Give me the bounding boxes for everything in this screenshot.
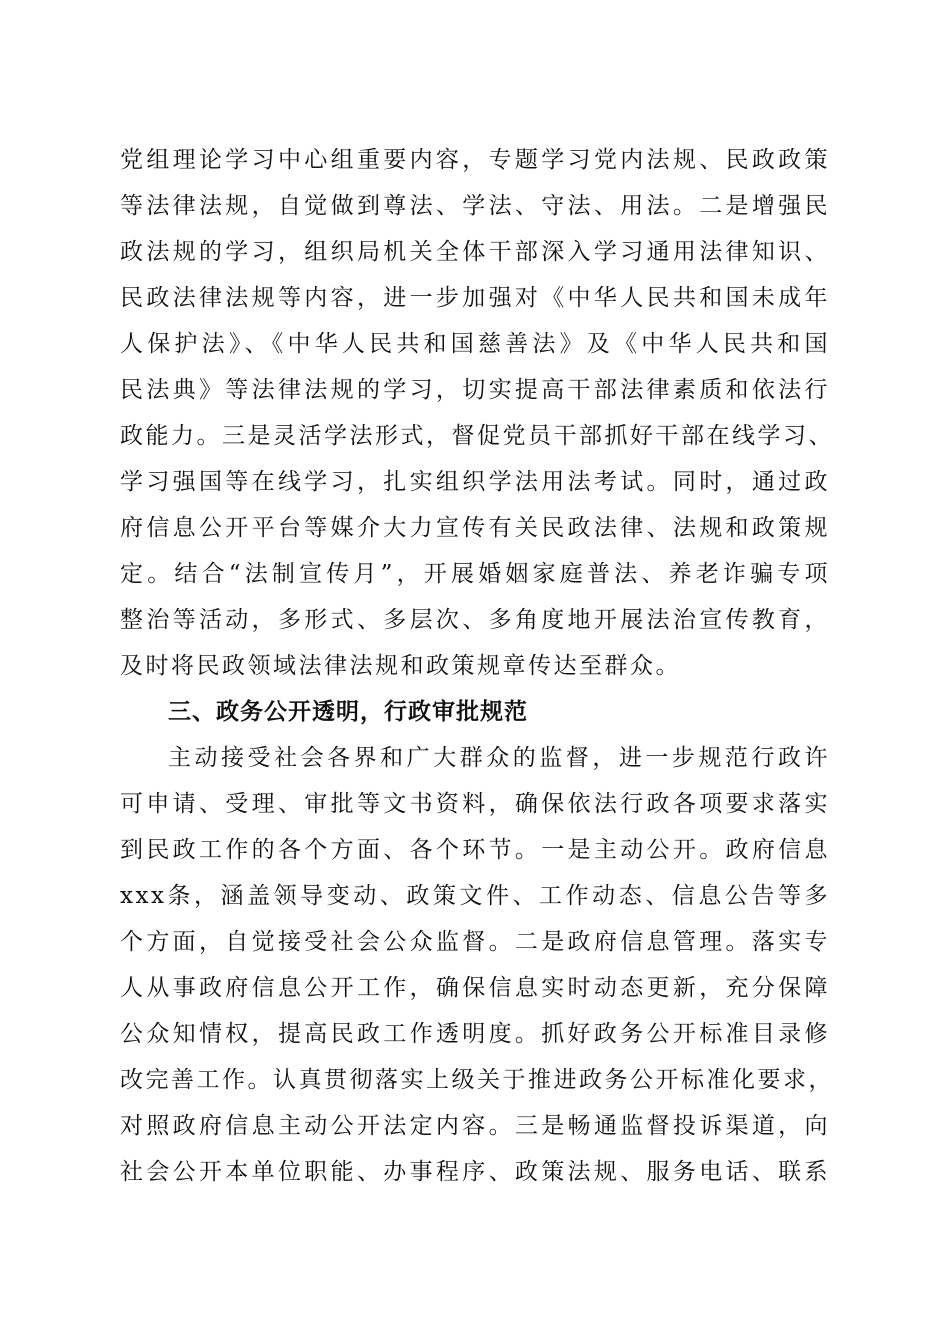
paragraph-2-line: 对照政府信息主动公开法定内容。三是畅通监督投诉渠道，向	[120, 1113, 830, 1139]
paragraph-1-line: 及时将民政领域法律法规和政策规章传达至群众。	[120, 653, 681, 679]
paragraph-2-line: 主动接受社会各界和广大群众的监督，进一步规范行政许	[168, 745, 830, 771]
paragraph-1-line: 党组理论学习中心组重要内容，专题学习党内法规、民政政策	[120, 147, 830, 173]
paragraph-1-line: 整治等活动，多形式、多层次、多角度地开展法治宣传教育，	[120, 607, 830, 633]
paragraph-2-line: 可申请、受理、审批等文书资料，确保依法行政各项要求落实	[120, 791, 830, 817]
paragraph-2-line: 公众知情权，提高民政工作透明度。抓好政务公开标准目录修	[120, 1021, 830, 1047]
paragraph-1-line: 政法规的学习，组织局机关全体干部深入学习通用法律知识、	[120, 239, 830, 265]
paragraph-2-line: 社会公开本单位职能、办事程序、政策法规、服务电话、联系	[120, 1159, 830, 1185]
paragraph-2-line: xxx条，涵盖领导变动、政策文件、工作动态、信息公告等多	[120, 883, 830, 909]
paragraph-1-line: 民政法律法规等内容，进一步加强对《中华人民共和国未成年	[120, 285, 830, 311]
paragraph-2-line: 到民政工作的各个方面、各个环节。一是主动公开。政府信息	[120, 837, 830, 863]
paragraph-1-line: 人保护法》、《中华人民共和国慈善法》及《中华人民共和国	[120, 331, 830, 357]
section-heading: 三、政务公开透明，行政审批规范	[168, 699, 528, 725]
paragraph-1-line: 学习强国等在线学习，扎实组织学法用法考试。同时，通过政	[120, 469, 830, 495]
paragraph-2-line: 人从事政府信息公开工作，确保信息实时动态更新，充分保障	[120, 975, 830, 1001]
paragraph-1-line: 等法律法规，自觉做到尊法、学法、守法、用法。二是增强民	[120, 193, 830, 219]
paragraph-1-line: 政能力。三是灵活学法形式，督促党员干部抓好干部在线学习、	[120, 423, 834, 449]
paragraph-1-line: 民法典》等法律法规的学习，切实提高干部法律素质和依法行	[120, 377, 830, 403]
paragraph-2-line: 改完善工作。认真贯彻落实上级关于推进政务公开标准化要求，	[120, 1067, 834, 1093]
paragraph-1-line: 定。结合“法制宣传月”，开展婚姻家庭普法、养老诈骗专项	[120, 561, 830, 587]
paragraph-2-line: 个方面，自觉接受社会公众监督。二是政府信息管理。落实专	[120, 929, 830, 955]
paragraph-1-line: 府信息公开平台等媒介大力宣传有关民政法律、法规和政策规	[120, 515, 830, 541]
